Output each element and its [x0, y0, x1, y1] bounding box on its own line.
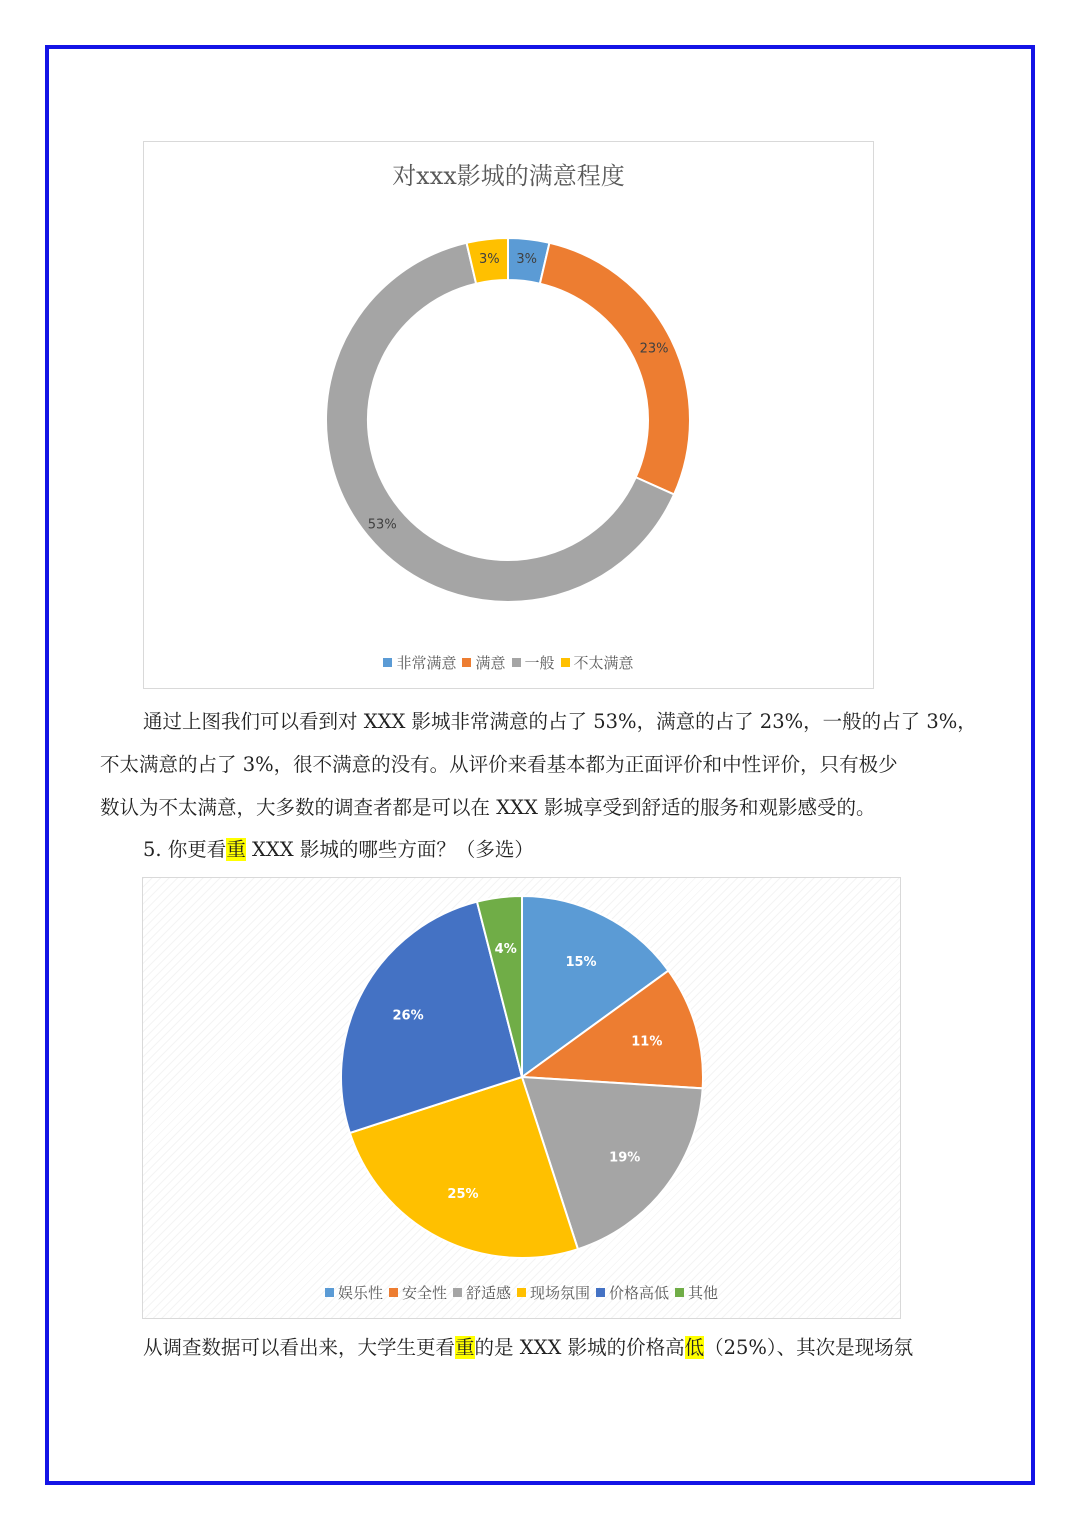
- data-label: 23%: [639, 341, 669, 357]
- paragraph-line: 数认为不太满意，大多数的调查者都是可以在 XXX 影城享受到舒适的服务和观影感受的。: [100, 796, 876, 819]
- slice-满意: [540, 243, 690, 495]
- question-5: [100, 828, 985, 871]
- data-label: 3%: [516, 252, 538, 268]
- legend-swatch: [325, 1288, 334, 1297]
- legend-item: [675, 1282, 718, 1303]
- legend-label: 舒适感: [465, 1284, 511, 1302]
- legend-label: 娱乐性: [337, 1284, 383, 1302]
- chart-title: 对xxx影城的满意程度: [392, 162, 625, 190]
- legend-label: 不太满意: [573, 654, 634, 672]
- legend-item: [596, 1282, 669, 1303]
- data-label: 19%: [609, 1150, 641, 1166]
- analysis-paragraph: [100, 700, 985, 829]
- legend-item: [453, 1282, 511, 1303]
- highlighted-text: 重: [455, 1336, 475, 1359]
- paragraph-line: 通过上图我们可以看到对 XXX 影城非常满意的占了 53%，满意的占了 23%，一般的占了 3%，: [143, 710, 977, 733]
- legend-label: 非常满意: [396, 654, 457, 672]
- data-label: 3%: [478, 252, 500, 268]
- legend-item: [517, 1282, 590, 1303]
- conclusion-paragraph: [100, 1326, 985, 1369]
- legend-label: 安全性: [401, 1284, 447, 1302]
- legend-item: [389, 1282, 447, 1303]
- legend-swatch: [383, 658, 392, 667]
- data-label: 53%: [367, 517, 397, 533]
- highlighted-text: 重: [226, 838, 246, 861]
- data-label: 26%: [392, 1008, 424, 1024]
- question-text: XXX 影城的哪些方面？（多选）: [245, 838, 534, 861]
- data-label: 15%: [565, 955, 597, 971]
- legend-label: 现场氛围: [530, 1284, 591, 1302]
- legend-swatch: [512, 658, 521, 667]
- legend-swatch: [389, 1288, 398, 1297]
- paragraph-text: （25%）、其次是现场氛: [704, 1336, 914, 1359]
- data-label: 4%: [494, 942, 517, 958]
- pie-plot: [143, 878, 900, 1278]
- legend-item: [462, 652, 505, 673]
- donut-plot: [144, 202, 873, 682]
- legend-swatch: [561, 658, 570, 667]
- chart-legend: [144, 652, 873, 673]
- paragraph-text: 从调查数据可以看出来，大学生更看: [143, 1336, 456, 1359]
- legend-item: [383, 652, 456, 673]
- legend-label: 满意: [475, 654, 506, 672]
- legend-swatch: [675, 1288, 684, 1297]
- paragraph-text: 的是 XXX 影城的价格高: [474, 1336, 685, 1359]
- data-label: 25%: [447, 1186, 479, 1202]
- paragraph-line: 不太满意的占了 3%，很不满意的没有。从评价来看基本都为正面评价和中性评价，只有极少: [100, 753, 898, 776]
- legend-item: [561, 652, 634, 673]
- legend-label: 其他: [688, 1284, 719, 1302]
- highlighted-text: 低: [684, 1336, 705, 1359]
- satisfaction-chart: [143, 141, 874, 689]
- legend-label: 一般: [524, 654, 555, 672]
- question-text: 5. 你更看: [143, 838, 227, 861]
- legend-swatch: [453, 1288, 462, 1297]
- legend-swatch: [462, 658, 471, 667]
- chart-legend: [143, 1282, 900, 1303]
- data-label: 11%: [631, 1034, 663, 1050]
- legend-swatch: [517, 1288, 526, 1297]
- aspects-chart: [142, 877, 901, 1319]
- legend-label: 价格高低: [609, 1284, 670, 1302]
- legend-item: [325, 1282, 383, 1303]
- legend-swatch: [596, 1288, 605, 1297]
- legend-item: [512, 652, 555, 673]
